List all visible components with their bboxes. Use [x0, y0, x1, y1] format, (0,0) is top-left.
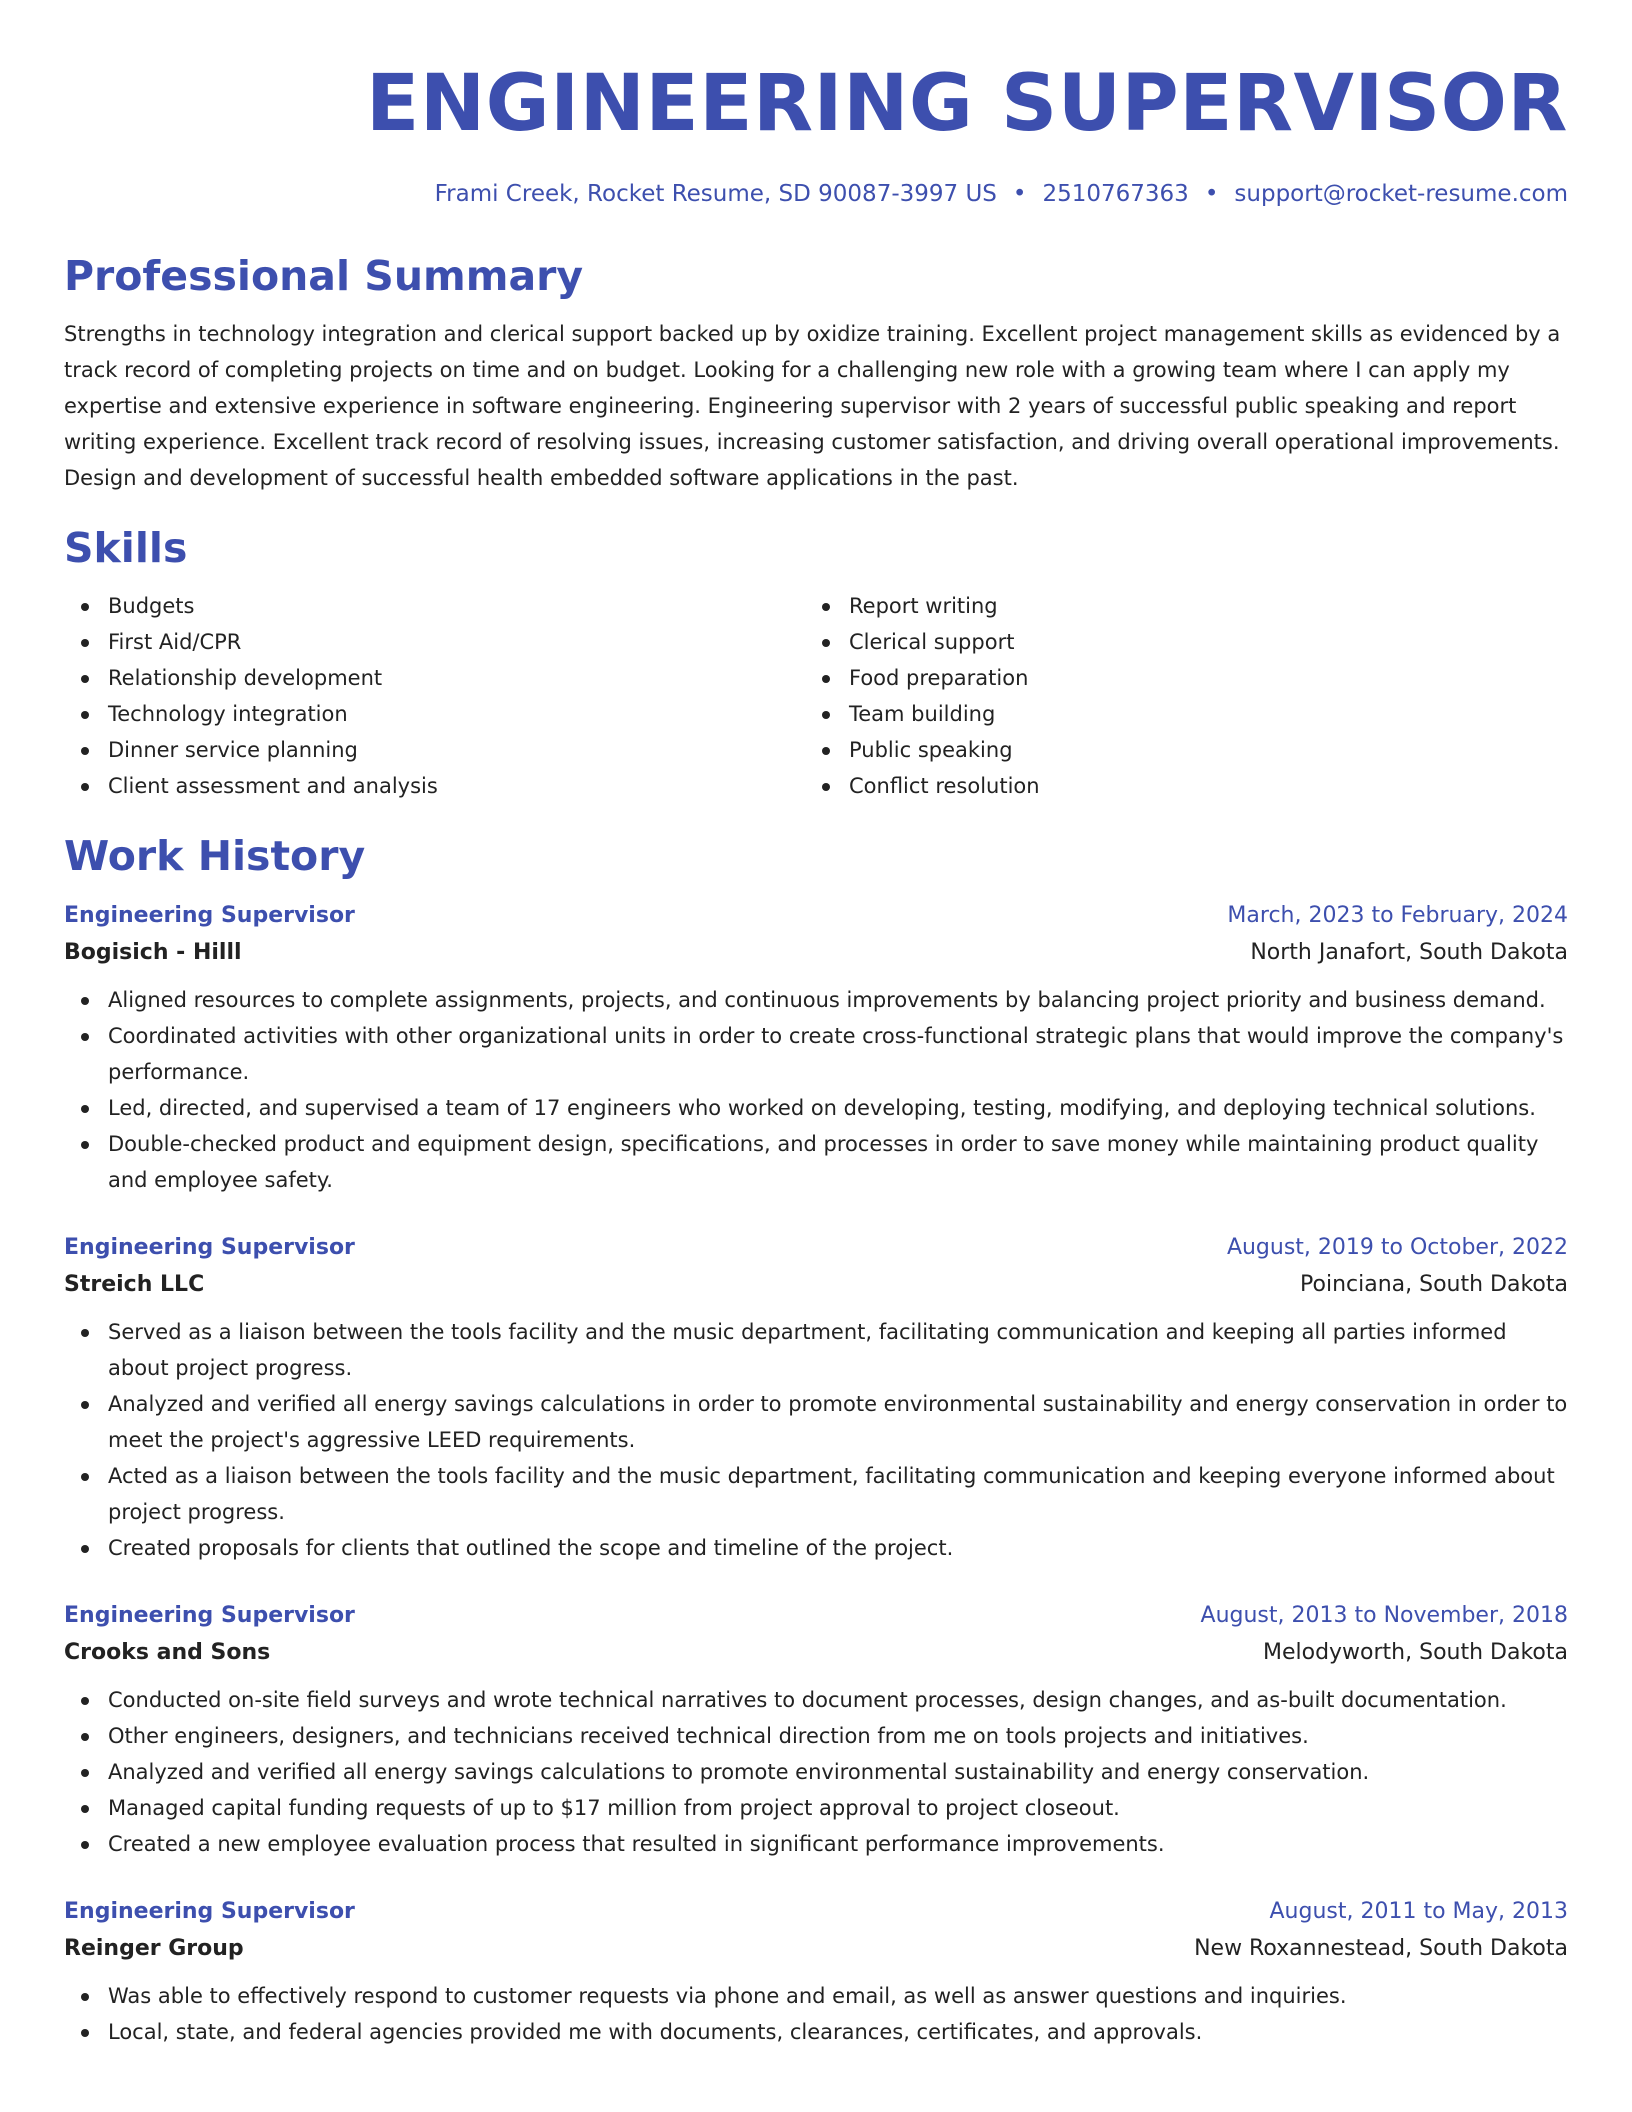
job-bullet-text: Led, directed, and supervised a team of 17 engineers who worked on developing, testing, modifying, and deploying technical solutions. — [108, 1096, 1536, 1120]
skills-column-left — [64, 588, 805, 804]
job-dates: August, 2011 to May, 2013 — [1269, 1899, 1568, 1924]
job-company-row — [64, 1634, 1568, 1672]
job-location: North Janafort, South Dakota — [1250, 940, 1568, 965]
bullet-dot — [81, 2029, 89, 2037]
skill-item — [64, 732, 805, 768]
skill-item-text: Dinner service planning — [108, 738, 358, 762]
job-bullet-text: Coordinated activities with other organizational units in order to create cross-functional strategic plans that would improve the company's performance. — [108, 1024, 1564, 1084]
bullet-dot — [81, 1401, 89, 1409]
bullet-dot — [81, 747, 89, 755]
job-bullet — [64, 1386, 1568, 1458]
job-title: Engineering Supervisor — [64, 903, 355, 928]
job-location: New Roxannestead, South Dakota — [1194, 1936, 1568, 1961]
job-company-row — [64, 1266, 1568, 1304]
skill-item-text: Technology integration — [108, 702, 348, 726]
job-bullet-text: Conducted on-site field surveys and wrote technical narratives to document processes, design changes, and as-built documentation. — [108, 1688, 1507, 1712]
skill-item-text: Clerical support — [849, 630, 1015, 654]
bullet-dot — [81, 639, 89, 647]
job-dates: March, 2023 to February, 2024 — [1227, 903, 1568, 928]
bullet-dot — [81, 675, 89, 683]
job-bullet-text: Created a new employee evaluation process that resulted in significant performance improvements. — [108, 1832, 1165, 1856]
bullet-dot — [81, 1769, 89, 1777]
job-dates: August, 2019 to October, 2022 — [1226, 1235, 1568, 1260]
skill-item — [805, 696, 1546, 732]
skill-item-text: Food preparation — [849, 666, 1029, 690]
job-title: Engineering Supervisor — [64, 1235, 355, 1260]
bullet-dot — [822, 675, 830, 683]
job-bullet — [64, 1718, 1568, 1754]
job-company: Reinger Group — [64, 1936, 244, 1961]
bullet-dot — [822, 783, 830, 791]
skills-column-right — [805, 588, 1546, 804]
job-bullet-text: Created proposals for clients that outlined the scope and timeline of the project. — [108, 1536, 954, 1560]
job-bullet — [64, 1790, 1568, 1826]
bullet-dot — [81, 783, 89, 791]
job-title-row — [64, 898, 1568, 934]
bullet-dot — [81, 1105, 89, 1113]
job-entry — [64, 898, 1568, 1198]
job-entry — [64, 1598, 1568, 1862]
skill-item — [64, 588, 805, 624]
bullet-dot — [822, 639, 830, 647]
job-dates: August, 2013 to November, 2018 — [1200, 1603, 1568, 1628]
skill-item-text: First Aid/CPR — [108, 630, 242, 654]
job-title-row — [64, 1894, 1568, 1930]
contact-line — [64, 178, 1568, 210]
resume-title: ENGINEERING SUPERVISOR — [366, 59, 1568, 149]
bullet-dot — [81, 1329, 89, 1337]
job-bullet-text: Local, state, and federal agencies provided me with documents, clearances, certificates, and approvals. — [108, 2020, 1203, 2044]
job-title-row — [64, 1598, 1568, 1634]
job-entry — [64, 1894, 1568, 2050]
bullet-dot — [81, 1841, 89, 1849]
job-bullet-text: Aligned resources to complete assignments, projects, and continuous improvements by balancing project priority and business demand. — [108, 988, 1546, 1012]
job-company: Bogisich - Hilll — [64, 940, 242, 965]
job-bullets — [64, 1682, 1568, 1862]
skill-item — [805, 732, 1546, 768]
bullet-dot — [81, 1033, 89, 1041]
skill-item — [64, 624, 805, 660]
email-address: support@rocket-resume.com — [1234, 181, 1568, 207]
skill-item-text: Team building — [849, 702, 996, 726]
job-bullet — [64, 1458, 1568, 1530]
job-company-row — [64, 934, 1568, 972]
skill-item — [805, 660, 1546, 696]
job-bullet-text: Served as a liaison between the tools facility and the music department, facilitating communication and keeping all parties informed about project progress. — [108, 1320, 1507, 1380]
job-bullet — [64, 1978, 1568, 2014]
job-bullet-text: Analyzed and verified all energy savings calculations to promote environmental sustainability and energy conservation. — [108, 1760, 1370, 1784]
bullet-dot — [822, 603, 830, 611]
bullet-dot — [81, 1805, 89, 1813]
skill-item-text: Report writing — [849, 594, 998, 618]
job-bullet — [64, 1754, 1568, 1790]
skill-item-text: Relationship development — [108, 666, 383, 690]
skill-item — [805, 588, 1546, 624]
bullet-dot — [822, 711, 830, 719]
job-bullet-text: Managed capital funding requests of up to $17 million from project approval to project closeout. — [108, 1796, 1120, 1820]
bullet-dot — [81, 997, 89, 1005]
skill-item — [805, 624, 1546, 660]
bullet-dot — [81, 1697, 89, 1705]
job-bullet-text: Analyzed and verified all energy savings calculations in order to promote environmental sustainability and energy conservation in order to meet the project's aggressive LEED requirements. — [108, 1392, 1568, 1452]
job-title: Engineering Supervisor — [64, 1603, 355, 1628]
bullet-dot — [822, 747, 830, 755]
job-bullet-text: Was able to effectively respond to customer requests via phone and email, as well as answer questions and inquiries. — [108, 1984, 1347, 2008]
job-bullet-text: Acted as a liaison between the tools facility and the music department, facilitating communication and keeping everyone informed about project progress. — [108, 1464, 1555, 1524]
job-bullet — [64, 1126, 1568, 1198]
job-bullet — [64, 1314, 1568, 1386]
summary-text: Strengths in technology integration and clerical support backed up by oxidize training. Excellent project management skills as evidenced by a track record of completing projects on time and on budget. Looking for a challenging new role with a growing team where I can apply my expertise and extensive experience in software engineering. Engineering supervisor with 2 years of successful public speaking and report writing experience. Excellent track record of resolving issues, increasing customer satisfaction, and driving overall operational improvements. Design and development of successful health embedded software applications in the past. — [64, 322, 1561, 490]
summary-heading: Professional Summary — [64, 252, 584, 300]
resume-page — [64, 0, 1568, 2050]
job-bullet — [64, 982, 1568, 1018]
skill-item-text: Conflict resolution — [849, 774, 1040, 798]
address: Frami Creek, Rocket Resume, SD 90087-3997 US — [434, 181, 997, 207]
job-entry — [64, 1230, 1568, 1566]
skills-list — [64, 588, 1568, 804]
work-history-list — [64, 898, 1568, 2050]
bullet-dot — [81, 1473, 89, 1481]
skill-item-text: Client assessment and analysis — [108, 774, 438, 798]
separator: • — [1204, 181, 1219, 207]
skill-item — [64, 696, 805, 732]
job-title: Engineering Supervisor — [64, 1899, 355, 1924]
job-company: Streich LLC — [64, 1272, 205, 1297]
bullet-dot — [81, 1141, 89, 1149]
job-location: Poinciana, South Dakota — [1300, 1272, 1568, 1297]
work-history-heading: Work History — [64, 832, 366, 880]
job-bullet — [64, 1530, 1568, 1566]
bullet-dot — [81, 1545, 89, 1553]
skill-item-text: Budgets — [108, 594, 195, 618]
job-bullet-text: Other engineers, designers, and technicians received technical direction from me on tools projects and initiatives. — [108, 1724, 1309, 1748]
job-title-row — [64, 1230, 1568, 1266]
skills-heading: Skills — [64, 524, 188, 572]
job-company: Crooks and Sons — [64, 1640, 271, 1665]
bullet-dot — [81, 603, 89, 611]
bullet-dot — [81, 1993, 89, 2001]
job-bullet-text: Double-checked product and equipment design, specifications, and processes in order to save money while maintaining product quality and employee safety. — [108, 1132, 1539, 1192]
skill-item — [64, 768, 805, 804]
job-bullet — [64, 1018, 1568, 1090]
skill-item — [64, 660, 805, 696]
skill-item-text: Public speaking — [849, 738, 1013, 762]
skill-item — [805, 768, 1546, 804]
job-bullet — [64, 1682, 1568, 1718]
job-bullet — [64, 1090, 1568, 1126]
job-bullet — [64, 1826, 1568, 1862]
job-bullets — [64, 1314, 1568, 1566]
separator: • — [1012, 181, 1027, 207]
job-bullet — [64, 2014, 1568, 2050]
bullet-dot — [81, 711, 89, 719]
job-bullets — [64, 1978, 1568, 2050]
job-company-row — [64, 1930, 1568, 1968]
phone-number: 2510767363 — [1042, 181, 1189, 207]
job-location: Melodyworth, South Dakota — [1262, 1640, 1568, 1665]
job-bullets — [64, 982, 1568, 1198]
bullet-dot — [81, 1733, 89, 1741]
